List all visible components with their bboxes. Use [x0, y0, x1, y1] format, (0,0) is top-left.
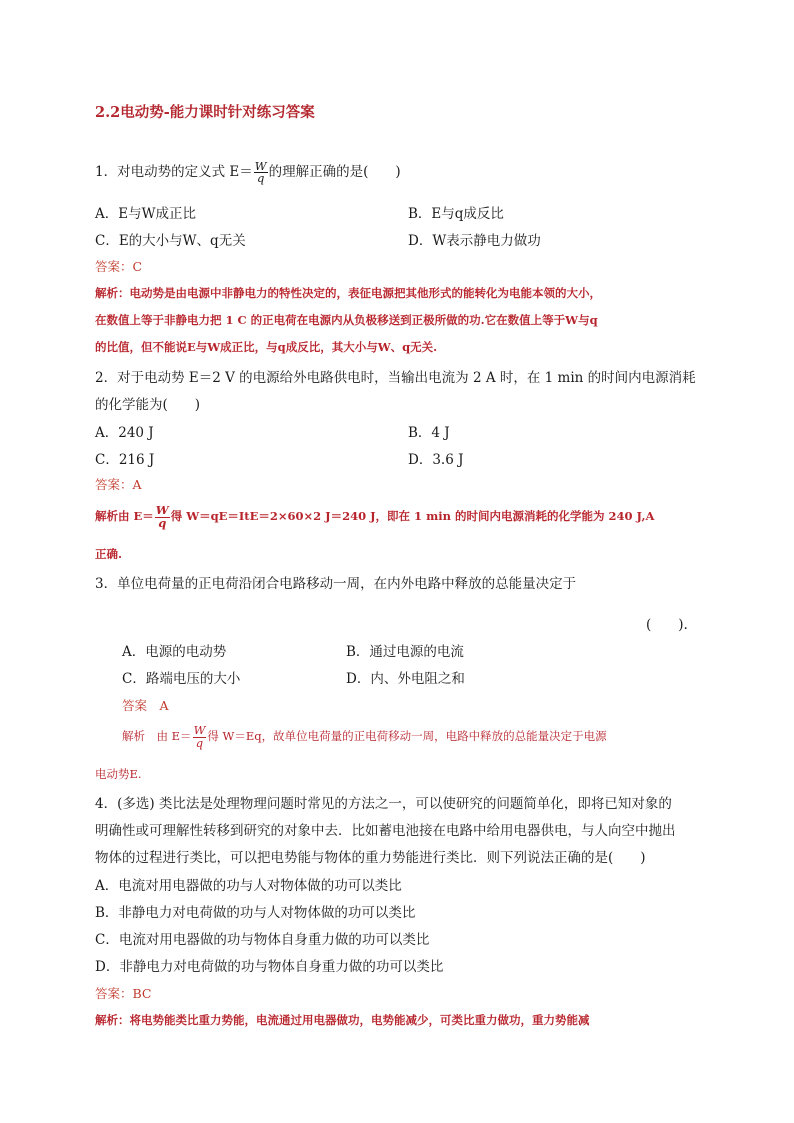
q3-answer: 答案 A — [122, 698, 169, 713]
q3-frac-num: W — [193, 723, 206, 737]
q3-option-b: B．通过电源的电流 — [346, 644, 464, 660]
q3-blank: ( ). — [646, 617, 688, 633]
q3-stem: 3．单位电荷量的正电荷沿闭合电路移动一周，在内外电路中释放的总能量决定于 — [95, 576, 577, 592]
page-title: 2.2电动势-能力课时针对练习答案 — [95, 104, 315, 121]
q1-option-b: B．E与q成反比 — [408, 206, 504, 222]
q1-stem-after: 的理解正确的是( ) — [268, 164, 401, 180]
q2-stem-line1: 2．对于电动势 E＝2 V 的电源给外电路供电时，当输出电流为 2 A 时，在 1 min 的时间内电源消耗 — [95, 370, 696, 386]
q3-explanation-line1 — [122, 725, 607, 749]
q1-explanation-line2: 在数值上等于非静电力把 1 C 的正电荷在电源内从负极移送到正极所做的功.它在数值上等于W与q — [95, 313, 598, 327]
q4-explanation: 解析：将电势能类比重力势能，电流通过用电器做功，电势能减少，可类比重力做功，重力势能减 — [95, 1013, 590, 1027]
q1-stem-before: 1．对电动势的定义式 E＝ — [95, 164, 253, 180]
q4-option-a: A．电流对用电器做的功与人对物体做的功可以类比 — [95, 878, 402, 894]
q4-answer: 答案：BC — [95, 986, 152, 1001]
q3-exp-after: 得 W＝Eq，故单位电荷量的正电荷移动一周，电路中释放的总能量决定于电源 — [207, 729, 607, 743]
q3-exp-before: 解析 由 E＝ — [122, 729, 192, 743]
q4-option-d: D．非静电力对电荷做的功与物体自身重力做的功可以类比 — [95, 959, 444, 975]
q4-option-b: B．非静电力对电荷做的功与人对物体做的功可以类比 — [95, 905, 416, 921]
q2-exp-before: 解析由 E＝ — [95, 509, 154, 523]
q2-fraction — [155, 505, 170, 529]
q1-explanation-line3: 的比值，但不能说E与W成正比，与q成反比，其大小与W、q无关. — [95, 340, 438, 354]
q3-option-a: A．电源的电动势 — [122, 644, 227, 660]
q1-explanation-line1: 解析：电动势是由电源中非静电力的特性决定的，表征电源把其他形式的能转化为电能本领的大小， — [95, 286, 601, 300]
q1-fraction — [254, 158, 268, 185]
q2-explanation-line1 — [95, 505, 654, 529]
q2-answer: 答案：A — [95, 477, 142, 492]
q1-option-c: C．E的大小与W、q无关 — [95, 233, 246, 249]
q1-answer: 答案：C — [95, 259, 143, 274]
q1-option-d: D．W表示静电力做功 — [408, 233, 541, 249]
q4-stem-line2: 明确性或可理解性转移到研究的对象中去．比如蓄电池接在电路中给用电器供电，与人向空中抛出 — [95, 823, 676, 839]
q2-option-a: A．240 J — [95, 425, 154, 441]
q2-option-d: D．3.6 J — [408, 452, 464, 468]
q2-option-c: C．216 J — [95, 452, 155, 468]
q3-frac-den: q — [195, 735, 204, 750]
q4-option-c: C．电流对用电器做的功与物体自身重力做的功可以类比 — [95, 932, 430, 948]
q2-frac-num: W — [155, 503, 169, 517]
q2-stem-line2: 的化学能为( ) — [95, 397, 201, 413]
q4-stem-line3: 物体的过程进行类比，可以把电势能与物体的重力势能进行类比．则下列说法正确的是( ) — [95, 850, 646, 866]
q4-stem-line1: 4．(多选) 类比法是处理物理问题时常见的方法之一，可以使研究的问题简单化，即将已知对象的 — [95, 796, 672, 812]
q2-option-b: B．4 J — [408, 425, 450, 441]
q3-fraction — [193, 725, 207, 749]
q2-frac-den: q — [158, 515, 167, 530]
q3-option-c: C．路端电压的大小 — [122, 671, 241, 687]
q2-explanation-line2: 正确. — [95, 547, 123, 561]
q2-exp-after: 得 W＝qE＝ItE＝2×60×2 J＝240 J，即在 1 min 的时间内电源消耗的化学能为 240 J,A — [170, 509, 655, 523]
q3-option-d: D．内、外电阻之和 — [346, 671, 465, 687]
q1-option-a: A．E与W成正比 — [95, 206, 196, 222]
q1-stem — [95, 160, 401, 185]
q1-frac-num: W — [254, 158, 267, 173]
q3-explanation-line2: 电动势E. — [95, 767, 142, 781]
q1-frac-den: q — [256, 171, 265, 185]
